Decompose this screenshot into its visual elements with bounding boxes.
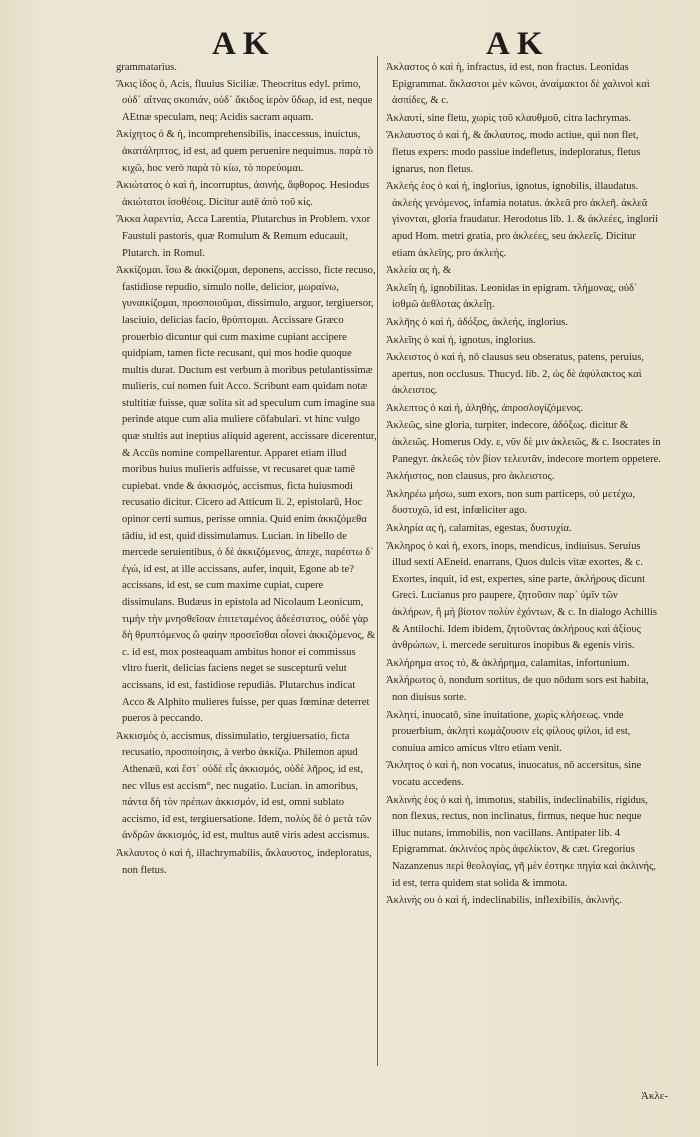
dictionary-entry: Ἀκλαυτος ὁ καὶ ἡ, illachrymabilis, ἄκλαυστος, indeploratus, non fletus. (116, 847, 372, 876)
dictionary-entry: Ἄκληρος ὁ καὶ ἡ, exors, inops, mendicus, indiuisus. Seruius illud sexti AEneid. enarrans, Quos dulcis vitæ exortes, & c. Exortes, inquit, id est, expertes, sine parte, ἀκλήρους dicunt Greci. Lucianus pro paupere, ζητοῦσιν παρ᾽ ὑμῖν τῶν ἀκλήρων, ἢ μὴ βίοτον πολὺν ἐχόντων, & c. In dialogo Achillis & Antilochi. Idem ibidem, ζητοῦντας ἀκλήρους καὶ ἀξίους ἀνθρώπων, i. mercede seruituros inopibus & egenis viris. (386, 540, 657, 652)
right-column (386, 60, 661, 1090)
header-letters-right: AK (486, 26, 550, 62)
dictionary-entry: Ἀκλεῶς, sine gloria, turpiter, indecore, ἀδόξως. dicitur & ἀκλειῶς. Homerus Ody. ε, νῦν δὲ μιν ἀκλειῶς, & c. Isocrates in Panegyr. ἀκλεῶς τὸν βίον τελευτᾶν, indecore mortem oppetere. (386, 420, 661, 465)
dictionary-entry: Ἀκλινὴς ου ὁ καὶ ἡ, indeclinabilis, inflexibilis, ἀκλινής. (386, 895, 622, 907)
dictionary-entry: Ἀκλεία ας ἡ, & (386, 265, 452, 277)
header-letters-left: AK (212, 26, 276, 62)
dictionary-entry: Ἀκλήιστος, non clausus, pro ἀκλειστος. (386, 471, 555, 483)
dictionary-entry: Ἀκκισμὸς ὁ, accismus, dissimulatio, tergiuersatio, ficta recusatio, προσποίησις, à verbo ἀκκίζω. Philemon apud Athenæū, καὶ ἔστ᾽ οὐδὲ εἷς ἀκκισμός, οὐδὲ λῆρος, id est, nec vllus est accism°, nec nugatio. Lucian. in amoribus, πάντα δὴ τὸν πρέπων ἀκκισμόν, id est, omni sublato accismo, id est, tergiuersatione. Idem, πολὺς δὲ ὁ μετὰ τῶν ἀνδρῶν ἀκκισμός, id est, multus autē viris adest accismus. (116, 730, 372, 842)
dictionary-entry: Ἀκλαυτί, sine fletu, χωρὶς τοῦ κλαυθμοῦ, citra lachrymas. (386, 112, 632, 124)
catchword: Ἀκλε- (640, 1090, 668, 1102)
dictionary-entry: Ἀκλειστος ὁ καὶ ἡ, nō clausus seu obseratus, patens, peruius, apertus, non occlusus. Thucyd. lib. 2, ὡς δὲ ἀφύλακτος καὶ ἀκλειστος. (386, 352, 644, 397)
dictionary-entry: Ἄκλαυστος ὁ καὶ ἡ, & ἄκλαυτος, modo actiue, qui non flet, fletus expers: modo passiue indefletus, indeploratus, fletus ignarus, non fletus. (386, 130, 641, 175)
dictionary-entry: Ἀκλαστος ὁ καὶ ἡ, infractus, id est, non fractus. Leonidas Epigrammat. ἄκλαστοι μὲν κῶνοι, ἀναίμακτοι δὲ χαλινοὶ καὶ ἀσπίδες, & c. (386, 62, 650, 107)
dictionary-entry: Ἀκληρέω μήσω, sum exors, non sum particeps, οὐ μετέχω, δυστυχῶ, id est, infœliciter ago. (386, 488, 636, 517)
dictionary-entry: Ἄκκα λαρεντία, Acca Larentia, Plutarchus in Problem. vxor Faustuli pastoris, quæ Romulum & Remum educauit, Plutarch. in Romul. (116, 214, 371, 259)
dictionary-entry: Ἀκκίζομαι. ἴσω & ἀκκίζομαι, deponens, accisso, ficte recuso, fastidiose repudio, simulo nolle, delicior, μωραίνω, γυναικίζομαι, προσποιοῦμαι, dissimulo, arguor, tergiuersor, lasciuio, delicias facio, θρύπτομαι. Accissare Græco prouerbio dicuntur qui cum maxime cupiant accipere quidpiam, tamen ficte recusant, qui mos hodie quoque multis durat. Ductum est verbum à moribus petulantissimæ mulieris, cui nomen fuit Acco. Scribunt eam quidam notæ stultitiæ fuisse, quæ solita sit ad speculum cum imagine sua perinde atque cum alia muliere cōfabulari. vt hinc vulgo quæ stultis aut ineptius aliquid agerent, accissare dicerentur, & Accūs nomine compellarentur. Apparet etiam illud moribus huius mulieris adfuisse, vt recusaret quæ tamē cupiebat. vnde & ἀκκισμός, accismus, ficta huiusmodi recusatio dicitur. Cicero ad Atticum li. 2, epistolarū, Hoc opinor certi sumus, perisse omnia. Quid enim ἀκκιζόμεθα tādiu, id est, quid dissimulamus. Lucian. in libello de mercede seruientibus, ὁ δὲ ἀκκιζόμενος, ἀπεχε, παρέστω δ᾽ ἐγώ, id est, at ille accissans, aufer, inquit, Egone ab te? accissans, id est, se cum maxime cupiat, cupere dissimulans. Budæus in epistola ad Nicolaum Leonicum, τιμὴν τὴν μνησθεῖσαν ἐπιτεταμένος ἀδεέστατος, οὐδὲ γὰρ δὴ θρυπτόμενος ὥ φαίην προσεῖσθαι οἶονεὶ ἀκκιζόμενος, & c. id est, mox posteaquam ambitus honor ei commissus vltro fuerit, delicias faciens neget se suscepturū velut accissans, id est, fastidiose repudiās. Plutarchus indicat Acco & Alphito mulieres fuisse, per quas fœminæ deterret pueros à peccando. (116, 265, 377, 725)
dictionary-entry: Ἀκλεΐη ἡ, ignobilitas. Leonidas in epigram. τλήμονας, οὐδ᾽ ἰσθμῶ ἀεθλοτας ἀκλεΐῃ. (386, 282, 638, 311)
dictionary-entry: Ἀκλήρημα ατος τό, & ἀκλήρημα, calamitas, infortunium. (386, 657, 630, 669)
dictionary-entry: Ἀκλινὴς ἑος ὁ καὶ ἡ, immotus, stabilis, indeclinabilis, rigidus, non flexus, rectus, non inclinatus, firmus, neque huc neque illuc nutans, immobilis, non vacillans. Antipater lib. 4 Epigrammat. ἀκλινέος πρὸς ἀφελίκτον, & cæt. Gregorius Nazanzenus περὶ θεολογίας, γῆ μὲν ἐστηκε πηγία καὶ ἀκλινής, id est, terra quidem stat solida & immota. (386, 794, 656, 889)
dictionary-entry: Ἀκιώτατος ὁ καὶ ἡ, incorruptus, ἀσινής, ἄφθορος. Hesiodus ἀκιώτατοι ἰσοθέοις. Dicitur autē ἀπὸ τοῦ κίς. (116, 180, 370, 208)
dictionary-entry: Ἀκλήρωτος ὁ, nondum sortitus, de quo nōdum sors est habita, non diuisus sorte. (386, 675, 649, 703)
dictionary-entry: Ἀκλεῖης ὁ καὶ ἡ, ignotus, inglorius. (386, 334, 536, 346)
dictionary-entry: Ἄκις ἰδος ὁ, Acis, fluuius Siciliæ. Theocritus edyl. primo, οὐδ᾽ αἴτνας σκοπιάν, οὐδ᾽ ἄκιδος ἱερὸν ὕδωρ, id est, neque AEtnæ speculam, neq; Acidis sacram aquam. (116, 78, 373, 123)
continued-word: grammatarius. (116, 62, 177, 73)
dictionary-entry: Ἀκλεὴς ἑος ὁ καὶ ἡ, inglorius, ignotus, ignobilis, illaudatus. ἀκλεὴς γενόμενος, infamia notatus. ἀκλεᾶ pro ἀκλεῆ. ἀκλεᾶ γίνονται, gloria fraudatur. Herodotus lib. 1. & ἀκλεέες, inglorii apud Hom. metri gratia, pro ἀκλεέες, seu ἀκλεεῖς. Dicitur etiam ἀκλεῖης, pro ἀκλεής. (386, 181, 659, 259)
dictionary-entry: Ἄκλητος ὁ καὶ ἡ, non vocatus, inuocatus, nō accersitus, sine vocatu accedens. (386, 760, 642, 788)
dictionary-entry: Ἀκλῆης ὁ καὶ ἡ, ἀδόξος, ἀκλεής, inglorius. (386, 316, 568, 328)
dictionary-entry: Ἀκλεπτος ὁ καὶ ἡ, ἀληθής, ἀπροσλογίζόμενος. (386, 402, 584, 414)
left-column (116, 60, 378, 1090)
dictionary-entry: Ἀκληρία ας ἡ, calamitas, egestas, δυστυχία. (386, 523, 572, 535)
dictionary-entry: Ἀκίχητος ὁ & ἡ, incomprehensibilis, inaccessus, inuictus, ἀκατάληπτος, id est, ad quem peruenire nequimus. παρὰ τὸ κιχῶ, hoc verò παρὰ τὸ κίω, τὸ πορεύομαι. (116, 129, 373, 174)
dictionary-entry: Ἀκλητί, inuocatō, sine inuitatione, χωρὶς κλήσεως. vnde prouerbium, ἀκλητὶ κωμάζουσιν εἰς φίλους φίλοι, id est, conuiua amico amicus vltro etiam venit. (386, 709, 631, 754)
